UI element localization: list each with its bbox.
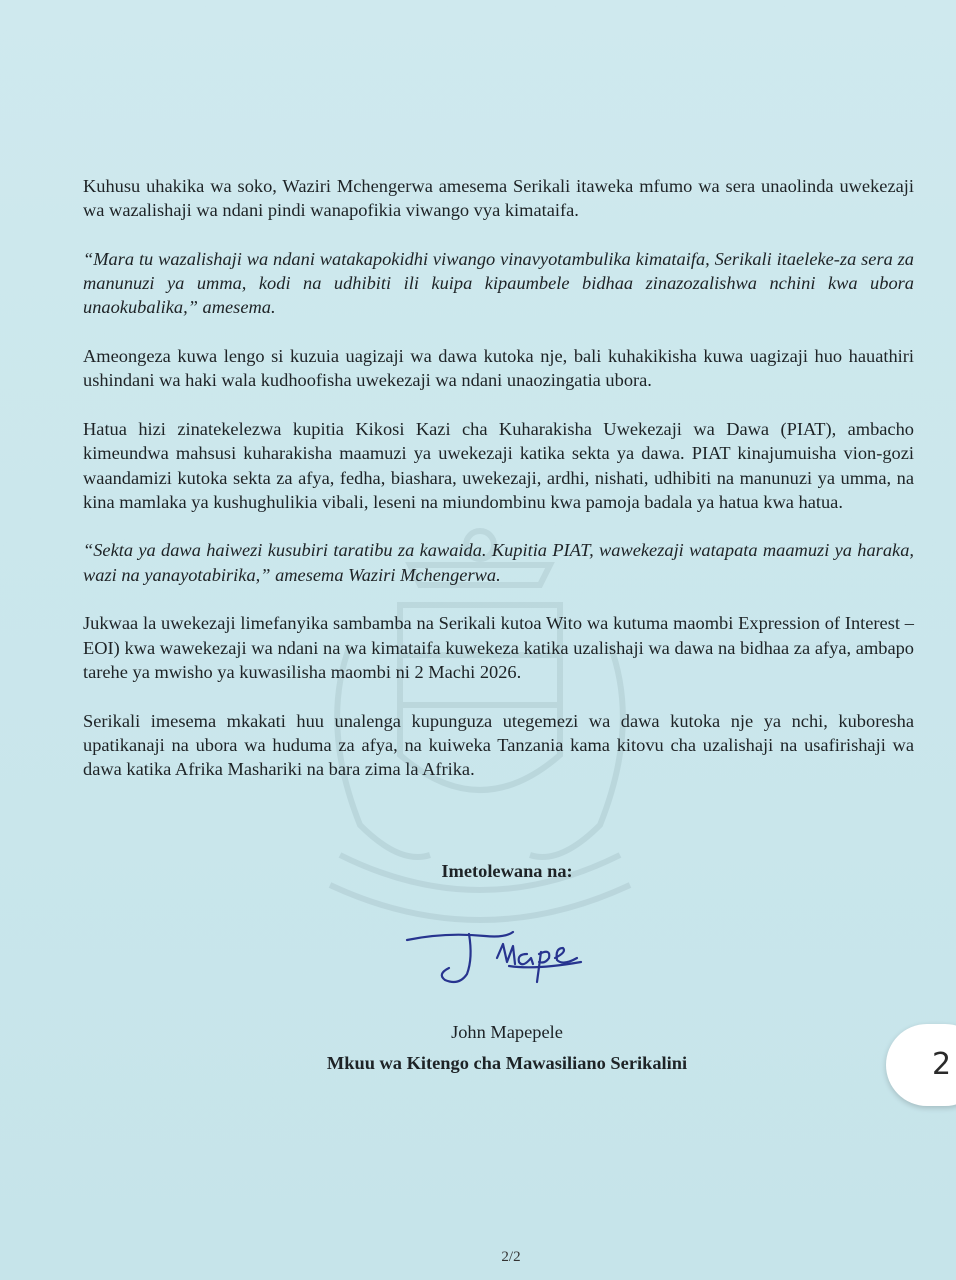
- paragraph: Kuhusu uhakika wa soko, Waziri Mchengerwa amesema Serikali itaweka mfumo wa sera unaolinda uwekezaji wa wazalishaji wa ndani pindi wanapofikia viwango vya kimataifa.: [83, 176, 914, 221]
- page-number: 2/2: [501, 1249, 521, 1265]
- signatory-title: Mkuu wa Kitengo cha Mawasiliano Serikalini: [326, 1053, 688, 1073]
- handwritten-signature: [405, 918, 590, 998]
- paragraph: Ameongeza kuwa lengo si kuzuia uagizaji wa dawa kutoka nje, bali kuhakikisha kuwa uagizaji huo hauathiri ushindani wa haki wala kudhoofisha uwekezaji wa ndani unaozingatia ubora.: [83, 346, 914, 391]
- current-page-badge[interactable]: 2: [886, 1024, 956, 1106]
- document-body: [83, 174, 914, 806]
- paragraph: Serikali imesema mkakati huu unalenga kupunguza utegemezi wa dawa kutoka nje ya nchi, kuboresha upatikanaji na ubora wa huduma za afya, na kuiweka Tanzania kama kitovu cha uzalishaji na usafirishaji wa dawa katika Afrika Mashariki na bara zima la Afrika.: [83, 710, 914, 780]
- quote-paragraph: “Mara tu wazalishaji wa ndani watakapokidhi viwango vinavyotambulika kimataifa, Serikali itaeleke-za sera za manunuzi ya umma, kodi na udhibiti ili kuipa kipaumbele bidhaa zinazozalishwa nchini kwa ubora unaokubalika,” amesema.: [83, 248, 914, 318]
- signatory-name: John Mapepele: [451, 1022, 563, 1042]
- quote-paragraph: “Sekta ya dawa haiwezi kusubiri taratibu za kawaida. Kupitia PIAT, wawekezaji watapata maamuzi ya haraka, wazi na yanayotabirika,” amesema Waziri Mchengerwa.: [83, 540, 914, 585]
- issued-by-label: Imetolewana na:: [441, 861, 573, 881]
- paragraph: Jukwaa la uwekezaji limefanyika sambamba na Serikali kutoa Wito wa kutuma maombi Expression of Interest – EOI) kwa wawekezaji wa ndani na wa kimataifa kuwekeza katika uzalishaji wa dawa na bidhaa za afya, ambapo tarehe ya mwisho ya kuwasilisha maombi ni 2 Machi 2026.: [83, 613, 914, 682]
- paragraph: Hatua hizi zinatekelezwa kupitia Kikosi Kazi cha Kuharakisha Uwekezaji wa Dawa (PIAT), ambacho kimeundwa mahsusi kuharakisha maamuzi ya uwekezaji katika sekta ya dawa. PIAT kinajumuisha vion-gozi waandamizi kutoka sekta za afya, fedha, biashara, uwekezaji, ardhi, nishati, udhibiti na manunuzi ya umma, na kina mamlaka ya kushughulikia vibali, leseni na miundombinu kwa pamoja badala ya hatua kwa hatua.: [83, 418, 914, 512]
